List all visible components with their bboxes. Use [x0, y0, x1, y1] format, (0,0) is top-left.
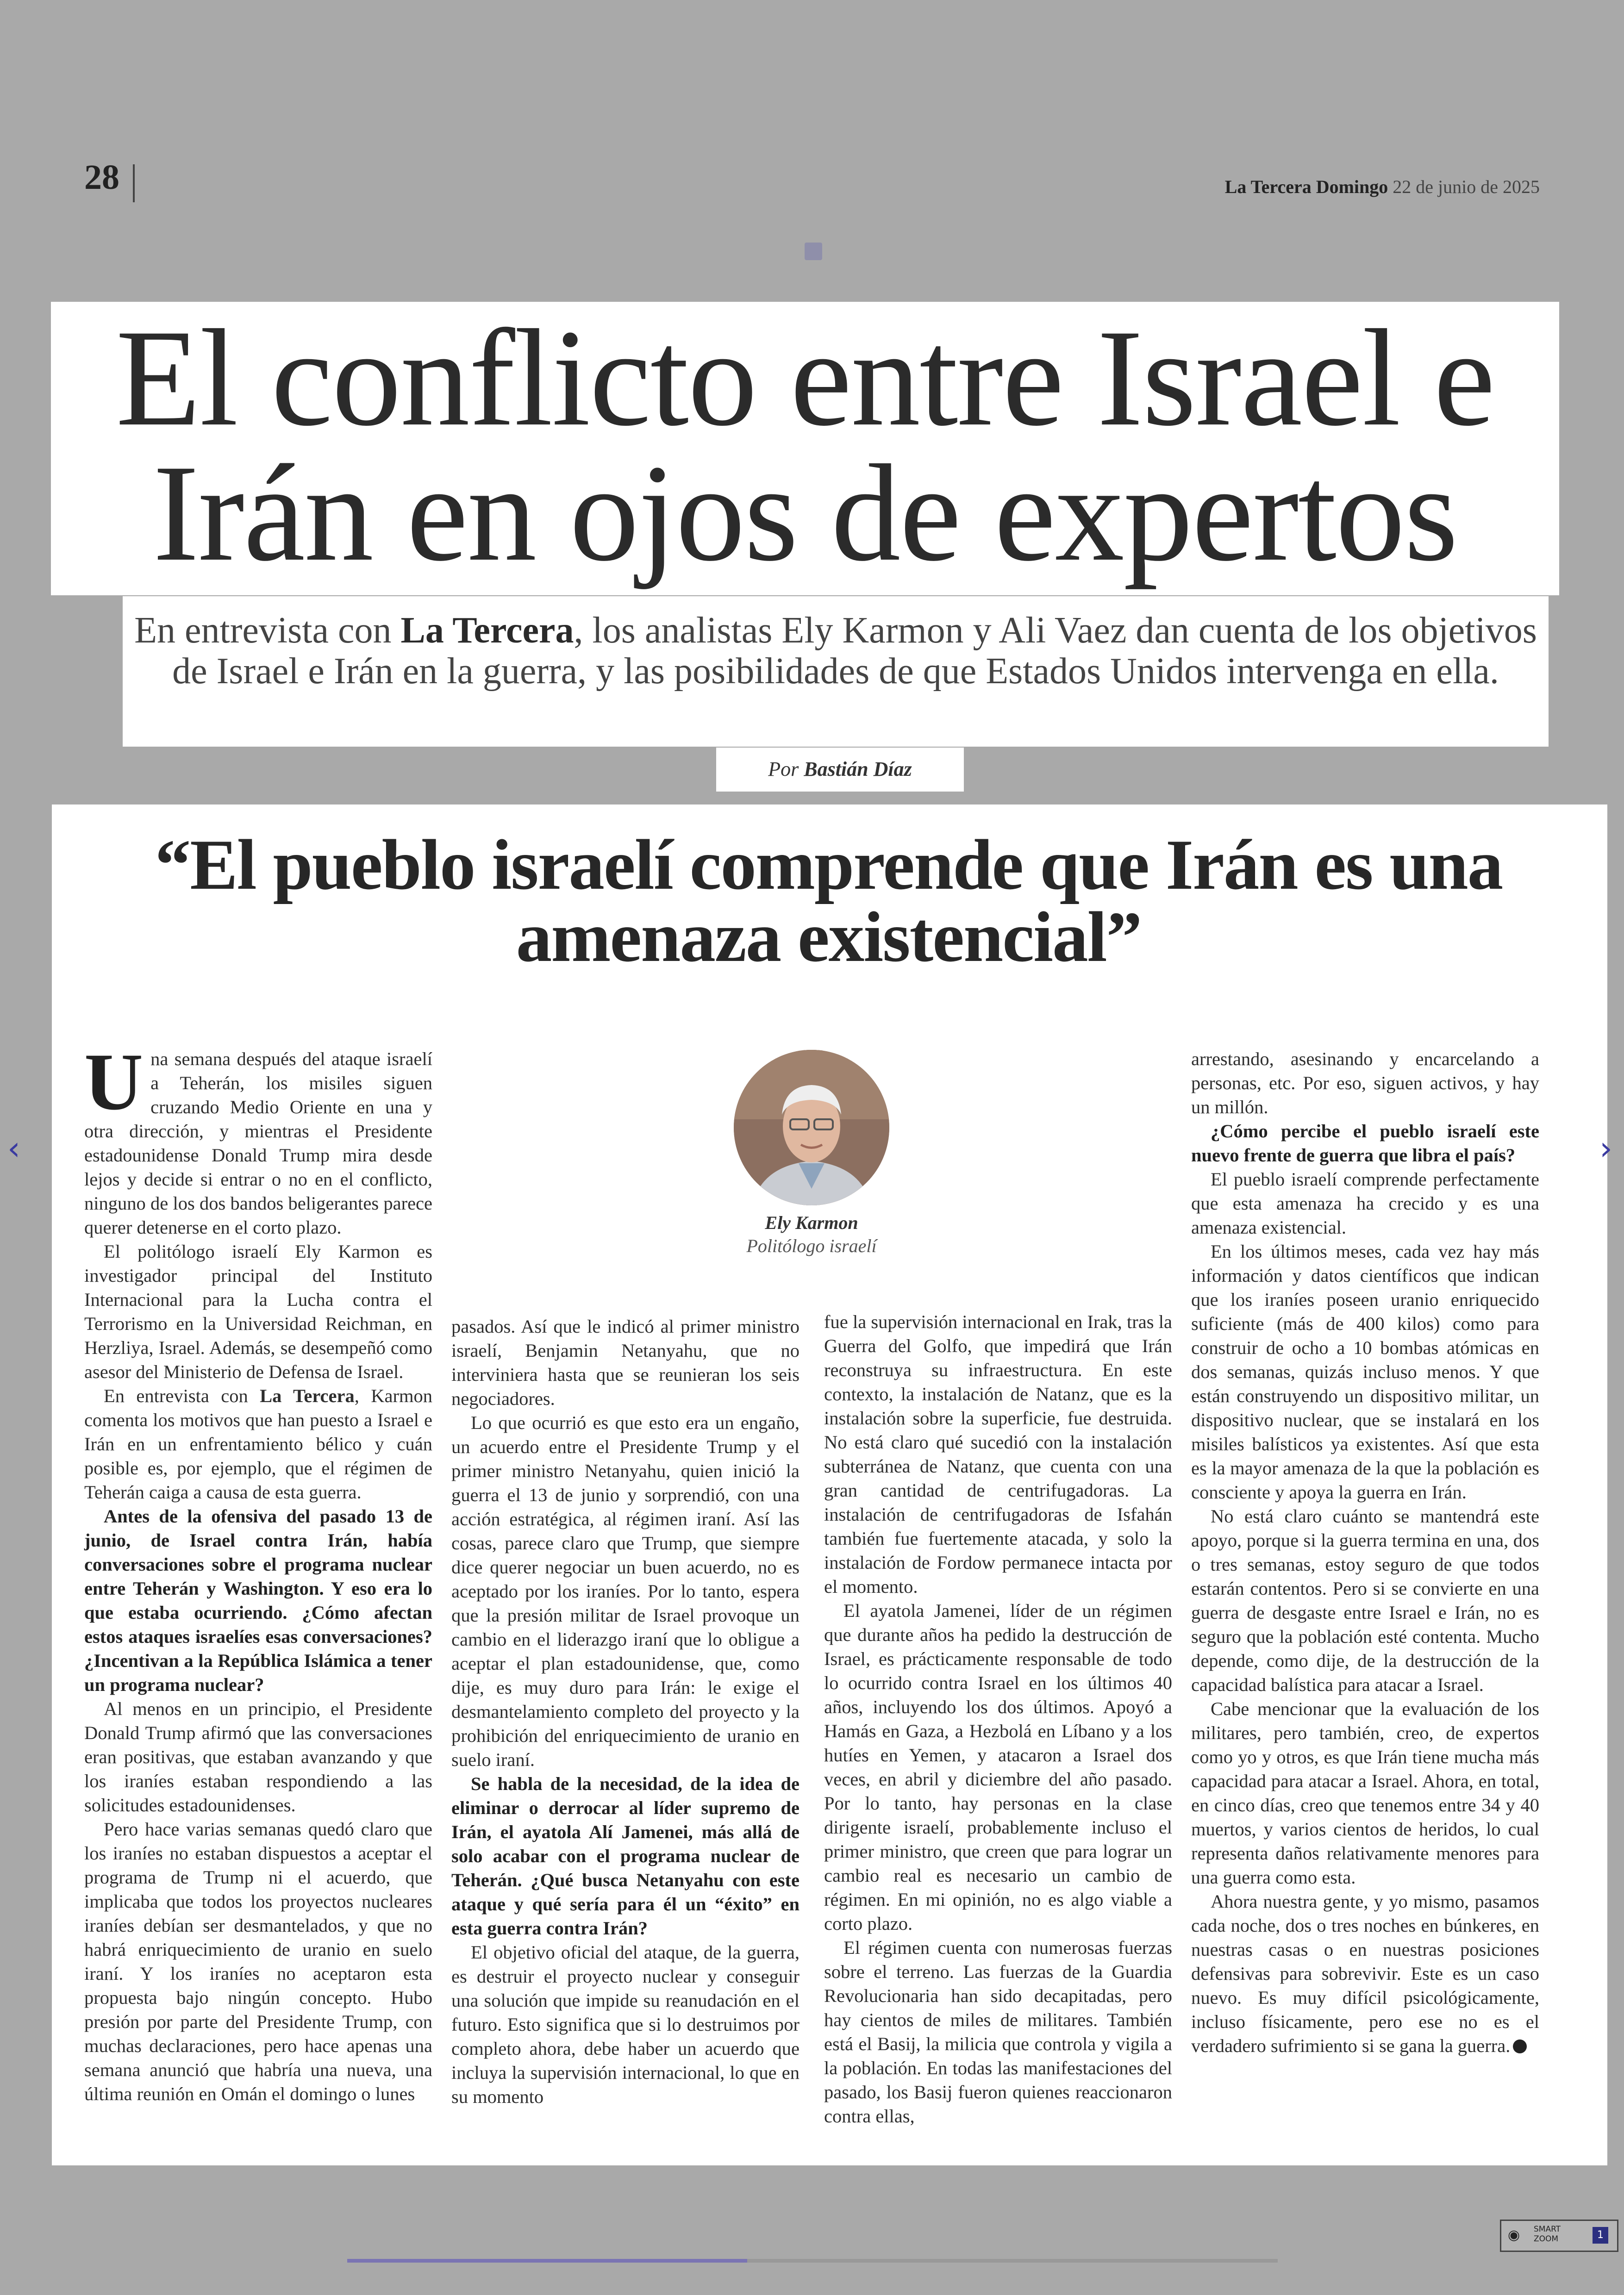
column-3	[824, 1310, 1172, 2128]
page-title: El conflicto entre Israel e Irán en ojos de expertos	[116, 301, 1494, 590]
photo-caption-role: Politólogo israelí	[746, 1235, 877, 1256]
paragraph	[1191, 1890, 1539, 2058]
page-marker-icon[interactable]	[805, 243, 822, 260]
paragraph-text: na semana después del ataque israelí a Teherán, los misiles siguen cruzando Medio Oriente en una y otra dirección, y mientras el Presidente estadounidense Donald Trump mira desde lejos y decide si entrar o no en el conflicto, ninguno de los dos bandos beligerantes parece querer detenerse en el corto plazo.	[84, 1048, 432, 1238]
interview-question: Antes de la ofensiva del pasado 13 de junio, de Israel contra Irán, había conversaciones sobre el programa nuclear entre Teherán y Washington. Y eso era lo que estaba ocurriendo. ¿Cómo afectan estos ataques israelíes esas conversaciones? ¿Incentivan a la República Islámica a tener un programa nuclear?	[84, 1506, 432, 1695]
drop-cap: U	[84, 1037, 144, 1127]
paragraph: Cabe mencionar que la evaluación de los militares, pero también, creo, de expertos como yo y otros, es que Irán tiene mucha más capacidad para atacar a Israel. Ahora, en total, en cinco días, creo que tenemos entre 34 y 40 muertos, y varios cientos de heridos, lo cual representa daños relativamente menores para una guerra como esta.	[1191, 1698, 1539, 1888]
interview-question: Se habla de la necesidad, de la idea de eliminar o derrocar al líder supremo de Irán, el ayatola Alí Jamenei, más allá de solo acabar con el programa nuclear de Teherán. ¿Qué busca Netanyahu con este ataque y qué sería para él un “éxito” en esta guerra contra Irán?	[451, 1773, 800, 1939]
smart-zoom-badge: 1	[1593, 2227, 1608, 2244]
byline-prefix: Por	[768, 758, 799, 780]
publication-mention: La Tercera	[260, 1385, 355, 1406]
publication-name: La Tercera Domingo	[1224, 176, 1388, 197]
end-mark-icon	[1513, 2039, 1527, 2053]
page-number: 28	[84, 158, 119, 197]
eye-icon: ◉	[1508, 2227, 1520, 2243]
paragraph: pasados. Así que le indicó al primer ministro israelí, Benjamin Netanyahu, que no interviniera hasta que se reunieran los seis negociadores.	[451, 1316, 800, 1409]
paragraph-text: , Karmon comenta los motivos que han puesto a Israel e Irán en un enfrentamiento bélico y cuán posible es, por ejemplo, que el régimen de Teherán caiga a causa de esta guerra.	[84, 1385, 432, 1503]
deck-publication: La Tercera	[400, 610, 574, 651]
paragraph: El régimen cuenta con numerosas fuerzas sobre el terreno. Las fuerzas de la Guardia Revolucionaria han sido decapitadas, pero hay cientos de miles de militares. También está el Basij, la milicia que controla y vigila a la población. En todas las manifestaciones del pasado, los Basij fueron quienes reaccionaron contra ellas,	[824, 1937, 1172, 2127]
column-1-top	[84, 1037, 432, 1384]
paragraph: arrestando, asesinando y encarcelando a personas, etc. Por eso, siguen activos, y hay un millón.	[1191, 1048, 1539, 1117]
column-4	[1191, 1047, 1539, 2058]
deck-part-1: En entrevista con	[134, 610, 401, 651]
publication-date: 22 de junio de 2025	[1393, 176, 1540, 197]
paragraph: Pero hace varias semanas quedó claro que los iraníes no estaban dispuestos a aceptar el programa de Trump ni el acuerdo, que implicaba que todos los proyectos nucleares iraníes debían ser desmantelados, y que no habrá enriquecimiento de uranio en suelo iraní. Y los iraníes no aceptaron esta propuesta bajo ningún concepto. Hubo presión por parte del Presidente Trump, con muchas declaraciones, pero hace apenas una semana anunció que habría una nueva, una última reunión en Omán el domingo o lunes	[84, 1819, 432, 2104]
paragraph: Al menos en un principio, el Presidente Donald Trump afirmó que las conversaciones eran positivas, que estaban avanzando y que los iraníes estaban respondiendo a las solicitudes estadounidenses.	[84, 1698, 432, 1815]
paragraph: Lo que ocurrió es que esto era un engaño, un acuerdo entre el Presidente Trump y el primer ministro Netanyahu, quien inició la guerra el 13 de junio y sorprendió, con una acción estratégica, al régimen iraní. Así las cosas, parece claro que Trump, que siempre dice querer negociar un buen acuerdo, no es aceptado por los iraníes. Por lo tanto, espera que la presión militar de Israel provoque un cambio en el liderazgo iraní que lo obligue a aceptar el plan estadounidense, que, como dije, es muy duro para Irán: le exige el desmantelamiento completo del proyecto y la prohibición del enriquecimiento de uranio en suelo iraní.	[451, 1412, 800, 1770]
smart-zoom-button[interactable]	[1500, 2220, 1618, 2252]
smart-zoom-label	[1534, 2225, 1561, 2244]
page-number-divider	[133, 164, 135, 202]
paragraph: El ayatola Jamenei, líder de un régimen que durante años ha pedido la destrucción de Israel, es prácticamente responsable de todo lo ocurrido contra Israel en los últimos 40 años, incluyendo los dos últimos. Apoyó a Hamás en Gaza, a Hezbolá en Líbano y a los hutíes en Yemen, y atacaron a Israel dos veces, en abril y diciembre del año pasado. Por lo tanto, hay personas en la clase dirigente israelí, probablemente incluso el primer ministro, que creen que para lograr un cambio real es necesario un cambio de régimen. En mi opinión, no es algo viable a corto plazo.	[824, 1600, 1172, 1934]
paragraph-text: Ahora nuestra gente, y yo mismo, pasamos cada noche, dos o tres noches en búnkeres, en nuestras casas o en nuestras posiciones defensivas para sobrevivir. Este es un caso nuevo. Es muy difícil psicológicamente, incluso físicamente, pero ese no es el verdadero sufrimiento si se gana la guerra.	[1191, 1891, 1539, 2056]
next-page-button[interactable]	[1599, 1129, 1612, 1167]
smart-zoom-line-1: SMART	[1534, 2225, 1561, 2234]
interview-question: ¿Cómo percibe el pueblo israelí este nuevo frente de guerra que libra el país?	[1191, 1121, 1539, 1166]
prev-page-button[interactable]	[7, 1129, 20, 1167]
paragraph-text: En entrevista con	[104, 1385, 260, 1406]
deck	[132, 610, 1539, 692]
chevron-left-icon: ‹	[7, 1129, 20, 1167]
paragraph	[84, 1384, 432, 1504]
paragraph: El objetivo oficial del ataque, de la guerra, es destruir el proyecto nuclear y conseguir una solución que impide su reanudación en el futuro. Esto significa que si lo destruimos por completo ahora, debe haber un acuerdo que incluya la supervisión internacional, lo que en su momento	[451, 1942, 800, 2107]
byline-author: Bastián Díaz	[804, 758, 912, 780]
author-photo	[734, 1050, 889, 1205]
column-1	[84, 1384, 432, 2106]
photo-caption-name: Ely Karmon	[765, 1212, 858, 1233]
portrait-illustration	[734, 1050, 889, 1205]
paragraph: fue la supervisión internacional en Irak, tras la Guerra del Golfo, que impedirá que Irán reconstruya su infraestructura. En este contexto, la instalación de Natanz, que es la instalación sobre la superficie, fue destruida. No está claro qué sucedió con la instalación subterránea de Natanz, que cuenta con una gran cantidad de centrifugadoras. La instalación de centrifugadoras de Isfahán también fue fuertemente atacada, y solo la instalación de Fordow permanece intacta por el momento.	[824, 1311, 1172, 1597]
column-2	[451, 1315, 800, 2109]
paragraph: No está claro cuánto se mantendrá este apoyo, porque si la guerra termina en una, dos o tres semanas, estoy seguro de que todos estarán contentos. Pero si se convierte en una guerra de desgaste entre Israel e Irán, no es seguro que la población esté contenta. Mucho depende, como dije, de la destrucción de la capacidad balística para atacar a Israel.	[1191, 1506, 1539, 1695]
chevron-right-icon: ›	[1599, 1129, 1612, 1167]
byline	[716, 757, 964, 781]
deck-part-2: , los analistas Ely Karmon y Ali Vaez dan cuenta de los objetivos de Israel e Irán en la guerra, y las posibilidades de que Estados Unidos intervenga en ella.	[172, 610, 1537, 692]
page-progress-fill	[347, 2259, 747, 2263]
smart-zoom-line-2: ZOOM	[1534, 2234, 1559, 2244]
paragraph: El pueblo israelí comprende perfectamente que esta amenaza ha crecido y es una amenaza existencial.	[1191, 1169, 1539, 1238]
paragraph: El politólogo israelí Ely Karmon es investigador principal del Instituto Internacional para la Lucha contra el Terrorismo en la Universidad Reichman, en Herzliya, Israel. Además, se desempeñó como asesor del Ministerio de Defensa de Israel.	[84, 1241, 432, 1382]
masthead	[1225, 176, 1540, 198]
paragraph: En los últimos meses, cada vez hay más información y datos científicos que indican que los iraníes poseen uranio enriquecido suficiente (más de 400 kilos) como para construir de ocho a 10 bombas atómicas en dos semanas, quizás incluso menos. Y que están construyendo un dispositivo militar, un dispositivo nuclear, que se instalará en los misiles balísticos ya existentes. Así que esta es la mayor amenaza de la que la población es consciente y apoya la guerra en Irán.	[1191, 1241, 1539, 1503]
paragraph	[84, 1037, 432, 1240]
article-headline: “El pueblo israelí comprende que Irán es una amenaza existencial”	[155, 825, 1503, 977]
